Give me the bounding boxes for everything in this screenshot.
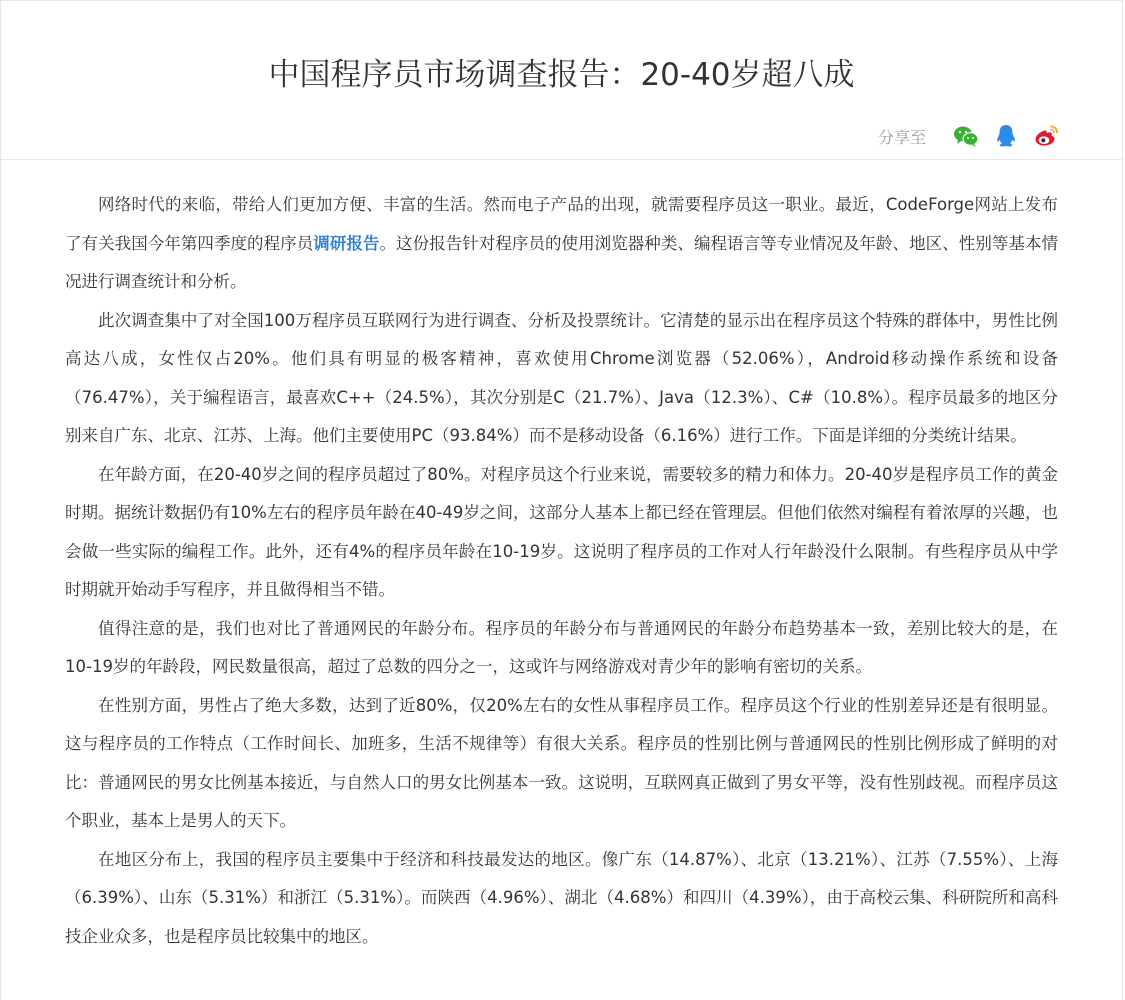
paragraph-4: 值得注意的是，我们也对比了普通网民的年龄分布。程序员的年龄分布与普通网民的年龄分布趋势基本一致，差别比较大的是，在10-19岁的年龄段，网民数量很高，超过了总数的四分之一，这或许与网络游戏对青少年的影响有密切的关系。 bbox=[65, 618, 1058, 676]
paragraph-1-text-after: 。这份报告针对程序员的使用浏览器种类、编程语言等专业情况及年龄、地区、性别等基本情况进行调查统计和分析。 bbox=[65, 233, 1059, 291]
article-title: 中国程序员市场调查报告：20-40岁超八成 bbox=[268, 57, 855, 93]
article-header bbox=[1, 1, 1122, 160]
share-label: 分享至 bbox=[877, 127, 926, 147]
weibo-icon[interactable] bbox=[1032, 122, 1060, 150]
qq-icon[interactable] bbox=[992, 122, 1020, 150]
paragraph-5: 在性别方面，男性占了绝大多数，达到了近80%，仅20%左右的女性从事程序员工作。程序员这个行业的性别差异还是有很明显。这与程序员的工作特点（工作时间长、加班多，生活不规律等）有很大关系。程序员的性别比例与普通网民的性别比例形成了鲜明的对比：普通网民的男女比例基本接近，与自然人口的男女比例基本一致。这说明，互联网真正做到了男女平等，没有性别歧视。而程序员这个职业，基本上是男人的天下。 bbox=[65, 695, 1058, 830]
wechat-icon[interactable] bbox=[952, 122, 980, 150]
paragraph-1 bbox=[65, 186, 1058, 302]
paragraph-3: 在年龄方面，在20-40岁之间的程序员超过了80%。对程序员这个行业来说，需要较多的精力和体力。20-40岁是程序员工作的黄金时期。据统计数据仍有10%左右的程序员年龄在40-49岁之间，这部分人基本上都已经在管理层。但他们依然对编程有着浓厚的兴趣，也会做一些实际的编程工作。此外，还有4%的程序员年龄在10-19岁。这说明了程序员的工作对人行年龄没什么限制。有些程序员从中学时期就开始动手写程序，并且做得相当不错。 bbox=[65, 464, 1058, 599]
article-body bbox=[1, 160, 1122, 956]
paragraph-1-text-before: 网络时代的来临，带给人们更加方便、丰富的生活。然而电子产品的出现，就需要程序员这一职业。最近，CodeForge网站上发布了有关我国今年第四季度的程序员 bbox=[65, 195, 1058, 253]
paragraph-6: 在地区分布上，我国的程序员主要集中于经济和科技最发达的地区。像广东（14.87%）、北京（13.21%）、江苏（7.55%）、上海（6.39%）、山东（5.31%）和浙江（5.31%）。而陕西（4.96%）、湖北（4.68%）和四川（4.39%），由于高校云集、科研院所和高科技企业众多，也是程序员比较集中的地区。 bbox=[65, 849, 1058, 946]
share-bar bbox=[878, 122, 1060, 150]
research-report-link[interactable]: 调研报告 bbox=[313, 233, 380, 253]
paragraph-2: 此次调查集中了对全国100万程序员互联网行为进行调查、分析及投票统计。它清楚的显示出在程序员这个特殊的群体中，男性比例高达八成，女性仅占20%。他们具有明显的极客精神，喜欢使用Chrome浏览器（52.06%），Android移动操作系统和设备（76.47%），关于编程语言，最喜欢C++（24.5%），其次分别是C（21.7%）、Java（12.3%）、C#（10.8%）。程序员最多的地区分别来自广东、北京、江苏、上海。他们主要使用PC（93.84%）而不是移动设备（6.16%）进行工作。下面是详细的分类统计结果。 bbox=[65, 310, 1058, 445]
